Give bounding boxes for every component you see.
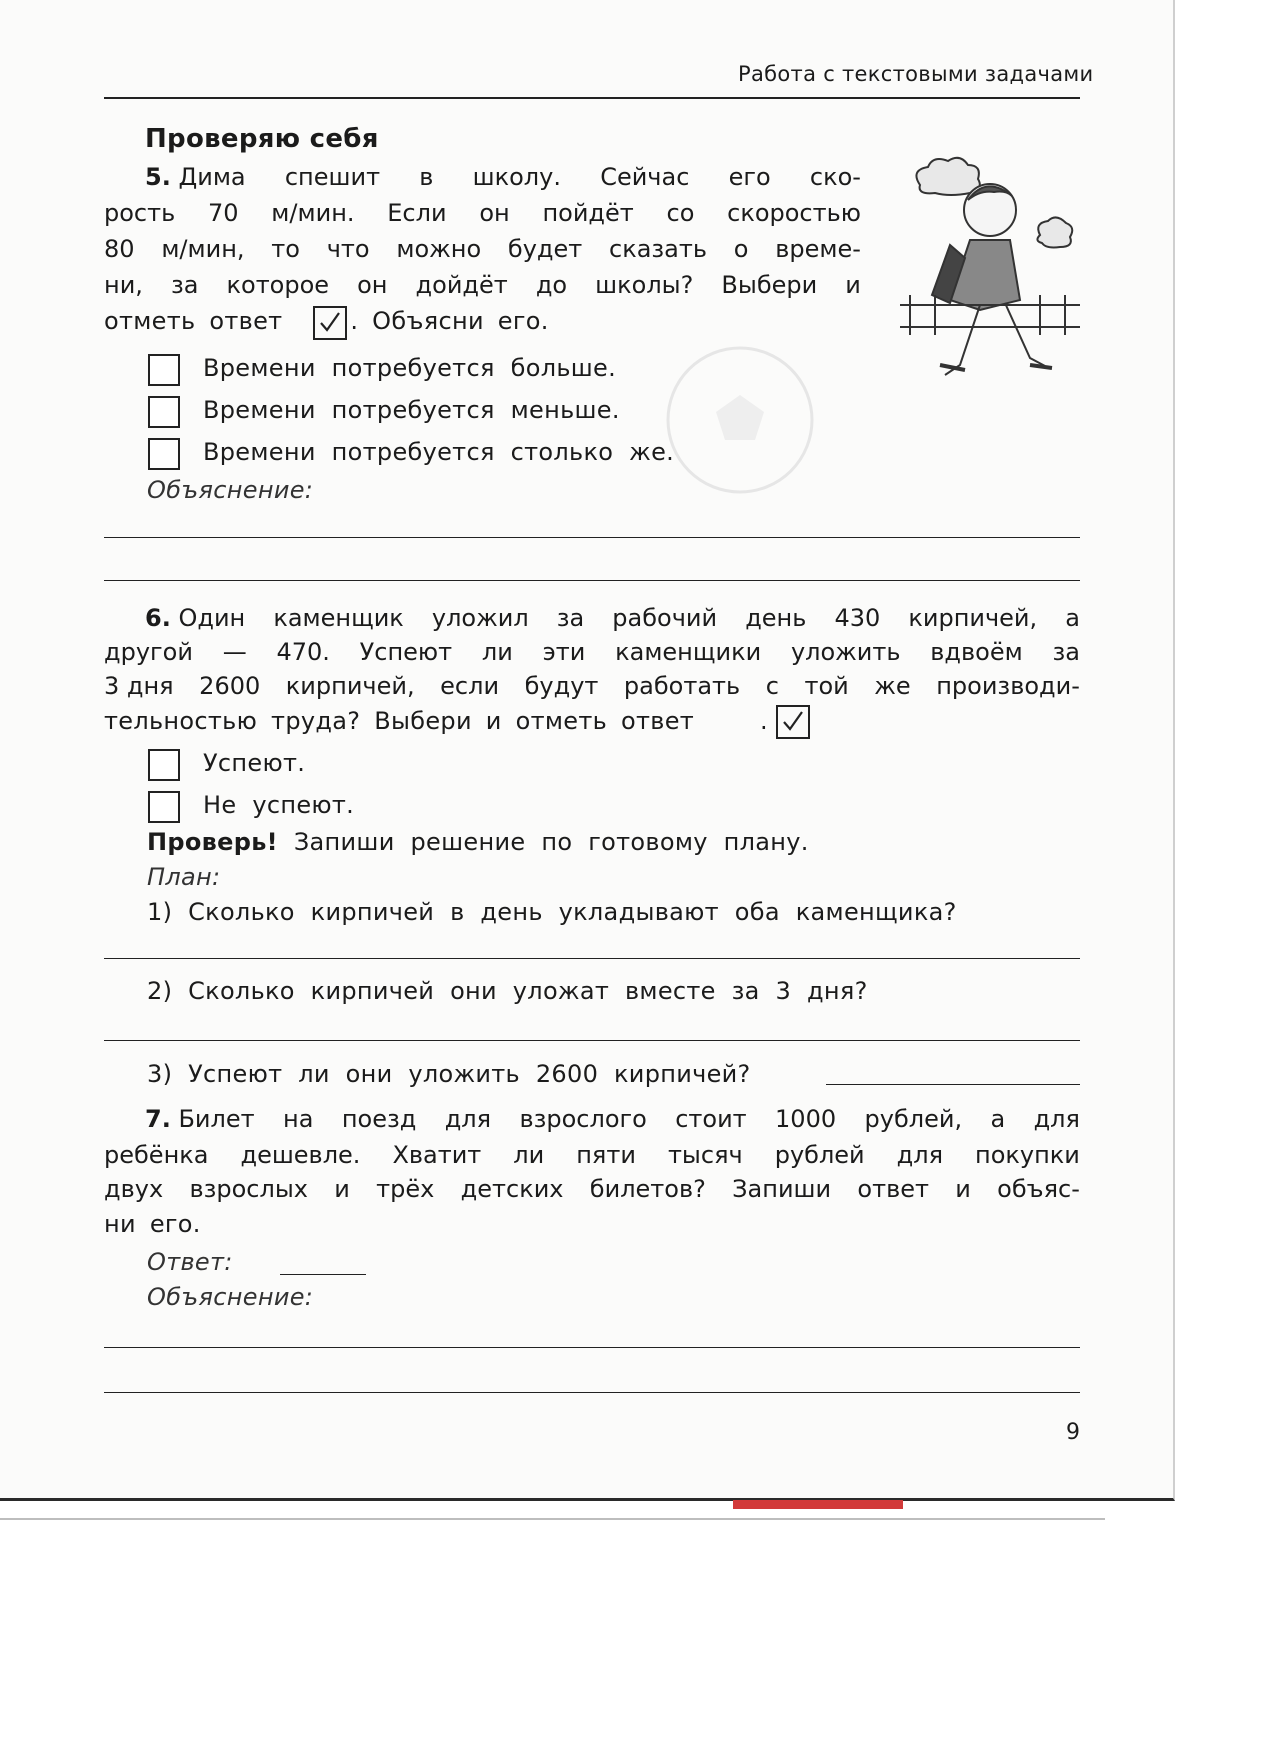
task5-instruction-end: . Объясни его.: [350, 307, 549, 335]
task5-option-1-checkbox[interactable]: [148, 354, 180, 386]
task5-number: 5.: [145, 163, 171, 191]
word: производи-: [936, 672, 1080, 700]
word: билетов?: [589, 1175, 706, 1203]
word: време-: [775, 235, 861, 263]
plan-step-2: 2) Сколько кирпичей они уложат вместе за 3 дня?: [147, 977, 868, 1005]
word: до: [535, 271, 568, 299]
word: же: [874, 672, 911, 700]
word: за: [556, 604, 585, 632]
task6-line-2: [104, 638, 1080, 666]
task5-answer-line-1[interactable]: [104, 537, 1080, 538]
word: рабочий: [612, 604, 718, 632]
word: Если: [387, 199, 447, 227]
word: для: [444, 1105, 492, 1133]
word: работать: [623, 672, 741, 700]
plan-step-3-answer-line[interactable]: [826, 1084, 1080, 1085]
word: его: [728, 163, 771, 191]
word: и: [955, 1175, 971, 1203]
word: Хватит: [392, 1141, 482, 1169]
word: что: [326, 235, 370, 263]
word: а: [1065, 604, 1080, 632]
word: 1000: [775, 1105, 837, 1133]
word: спешит: [284, 163, 381, 191]
task5-option-3-label: Времени потребуется столько же.: [203, 438, 675, 466]
task5-option-2-label: Времени потребуется меньше.: [203, 396, 620, 424]
task7-answer-line-2[interactable]: [104, 1392, 1080, 1393]
task7-answer-line-1[interactable]: [104, 1347, 1080, 1348]
task5-option-2-checkbox[interactable]: [148, 396, 180, 428]
word: для: [1033, 1105, 1080, 1133]
task7-number: 7.: [145, 1105, 171, 1133]
word: объяс-: [997, 1175, 1080, 1203]
boy-with-backpack-illustration: [880, 155, 1080, 395]
word: детских: [460, 1175, 564, 1203]
lower-page-edge: [0, 1518, 1105, 1520]
word: рость: [104, 199, 176, 227]
word: на: [283, 1105, 314, 1133]
word: той: [804, 672, 849, 700]
header-rule: [104, 97, 1080, 99]
word: тысяч: [667, 1141, 743, 1169]
plan-step-1: 1) Сколько кирпичей в день укладывают оба каменщика?: [147, 898, 957, 926]
word: м/мин.: [271, 199, 355, 227]
word: можно: [396, 235, 482, 263]
plan-step-2-answer-line[interactable]: [104, 1040, 1080, 1041]
word: за: [1052, 638, 1080, 666]
word: будет: [507, 235, 583, 263]
word: сказать: [609, 235, 708, 263]
word: если: [440, 672, 500, 700]
task5-option-1-label: Времени потребуется больше.: [203, 354, 617, 382]
word: день: [745, 604, 807, 632]
word: покупки: [975, 1141, 1080, 1169]
header-title: Работа с текстовыми задачами: [738, 62, 1094, 86]
word: взрослых: [189, 1175, 308, 1203]
word: эти: [542, 638, 586, 666]
task6-option-2-label: Не успеют.: [203, 791, 355, 819]
word: школу.: [472, 163, 561, 191]
word: 470.: [276, 638, 330, 666]
word: рублей: [774, 1141, 865, 1169]
word: пойдёт: [542, 199, 634, 227]
word: стоит: [675, 1105, 747, 1133]
word: и: [334, 1175, 350, 1203]
task6-option-1-checkbox[interactable]: [148, 749, 180, 781]
word: Выбери: [721, 271, 818, 299]
word: и: [845, 271, 861, 299]
section-title: Проверяю себя: [145, 124, 379, 154]
task7-line-2: [104, 1141, 1080, 1169]
word: а: [990, 1105, 1006, 1133]
word: 430: [834, 604, 881, 632]
task5-line-2: [104, 199, 861, 227]
plan-step-1-answer-line[interactable]: [104, 958, 1080, 959]
word: —: [222, 638, 247, 666]
word: которое: [226, 271, 330, 299]
task5-instruction: отметь ответ: [104, 307, 283, 335]
sample-checkmark-box: [776, 705, 810, 739]
task6-option-2-checkbox[interactable]: [148, 791, 180, 823]
checkmark-icon: [781, 710, 805, 734]
word: для: [896, 1141, 944, 1169]
word: он: [357, 271, 388, 299]
word: м/мин,: [161, 235, 245, 263]
word: Запиши: [732, 1175, 832, 1203]
task5-line-4: [104, 271, 861, 299]
word: он: [479, 199, 510, 227]
task6-line-4: [104, 707, 768, 735]
task7-line-4: ни его.: [104, 1210, 201, 1238]
word: двух: [104, 1175, 164, 1203]
check-text: Запиши решение по готовому плану.: [277, 828, 809, 856]
page-number: 9: [1066, 1420, 1081, 1445]
word: то: [271, 235, 300, 263]
word: со: [666, 199, 695, 227]
word: скоростью: [727, 199, 861, 227]
word: за: [170, 271, 199, 299]
checkmark-icon: [318, 311, 342, 335]
word: Один: [178, 604, 246, 632]
word: рублей,: [864, 1105, 963, 1133]
word: ли: [513, 1141, 545, 1169]
word: ли: [481, 638, 513, 666]
word: ни,: [104, 271, 143, 299]
check-label: Проверь!: [147, 828, 278, 856]
task7-answer-label: Ответ:: [147, 1248, 233, 1276]
task6-instruction-end: .: [759, 707, 768, 735]
show-through-ball-icon: [660, 340, 820, 500]
task5-line-3: [104, 235, 861, 263]
word: взрослого: [519, 1105, 647, 1133]
word: с: [765, 672, 779, 700]
task5-line-1: [145, 163, 861, 191]
word: вдвоём: [930, 638, 1023, 666]
task7-explanation-label: Объяснение:: [147, 1283, 314, 1311]
word: 2600: [199, 672, 261, 700]
word: трёх: [376, 1175, 435, 1203]
task6-line-1: [145, 604, 1080, 632]
word: Билет: [178, 1105, 255, 1133]
word: ребёнка: [104, 1141, 209, 1169]
word: Сейчас: [600, 163, 690, 191]
task7-answer-blank[interactable]: [280, 1274, 366, 1275]
red-edge-mark: [733, 1500, 903, 1509]
task6-line-3: [104, 672, 1080, 700]
word: поезд: [341, 1105, 417, 1133]
plan-label: План:: [147, 863, 221, 891]
task6-number: 6.: [145, 604, 171, 632]
plan-step-3: 3) Успеют ли они уложить 2600 кирпичей?: [147, 1060, 751, 1088]
word: ско-: [809, 163, 861, 191]
word: кирпичей,: [285, 672, 415, 700]
word: школы?: [595, 271, 694, 299]
word: Дима: [178, 163, 246, 191]
word: каменщики: [615, 638, 762, 666]
task5-option-3-checkbox[interactable]: [148, 438, 180, 470]
word: уложить: [790, 638, 901, 666]
word: другой: [104, 638, 193, 666]
word: дойдёт: [415, 271, 508, 299]
word: уложил: [431, 604, 529, 632]
word: о: [733, 235, 749, 263]
word: Успеют: [359, 638, 453, 666]
task6-option-1-label: Успеют.: [203, 749, 306, 777]
task5-explanation-label: Объяснение:: [147, 476, 314, 504]
word: каменщик: [273, 604, 404, 632]
task5-answer-line-2[interactable]: [104, 580, 1080, 581]
word: ответ: [857, 1175, 929, 1203]
task6-instruction: тельностью труда? Выбери и отметь ответ: [104, 707, 695, 735]
word: пяти: [576, 1141, 636, 1169]
sample-checkmark-box: [313, 306, 347, 340]
word: дешевле.: [240, 1141, 361, 1169]
word: 3 дня: [104, 672, 174, 700]
task6-check-line: [147, 828, 809, 856]
word: 80: [104, 235, 135, 263]
word: кирпичей,: [908, 604, 1038, 632]
word: будут: [524, 672, 599, 700]
task7-line-3: [104, 1175, 1080, 1203]
task7-line-1: [145, 1105, 1080, 1133]
word: 70: [208, 199, 239, 227]
word: в: [419, 163, 434, 191]
